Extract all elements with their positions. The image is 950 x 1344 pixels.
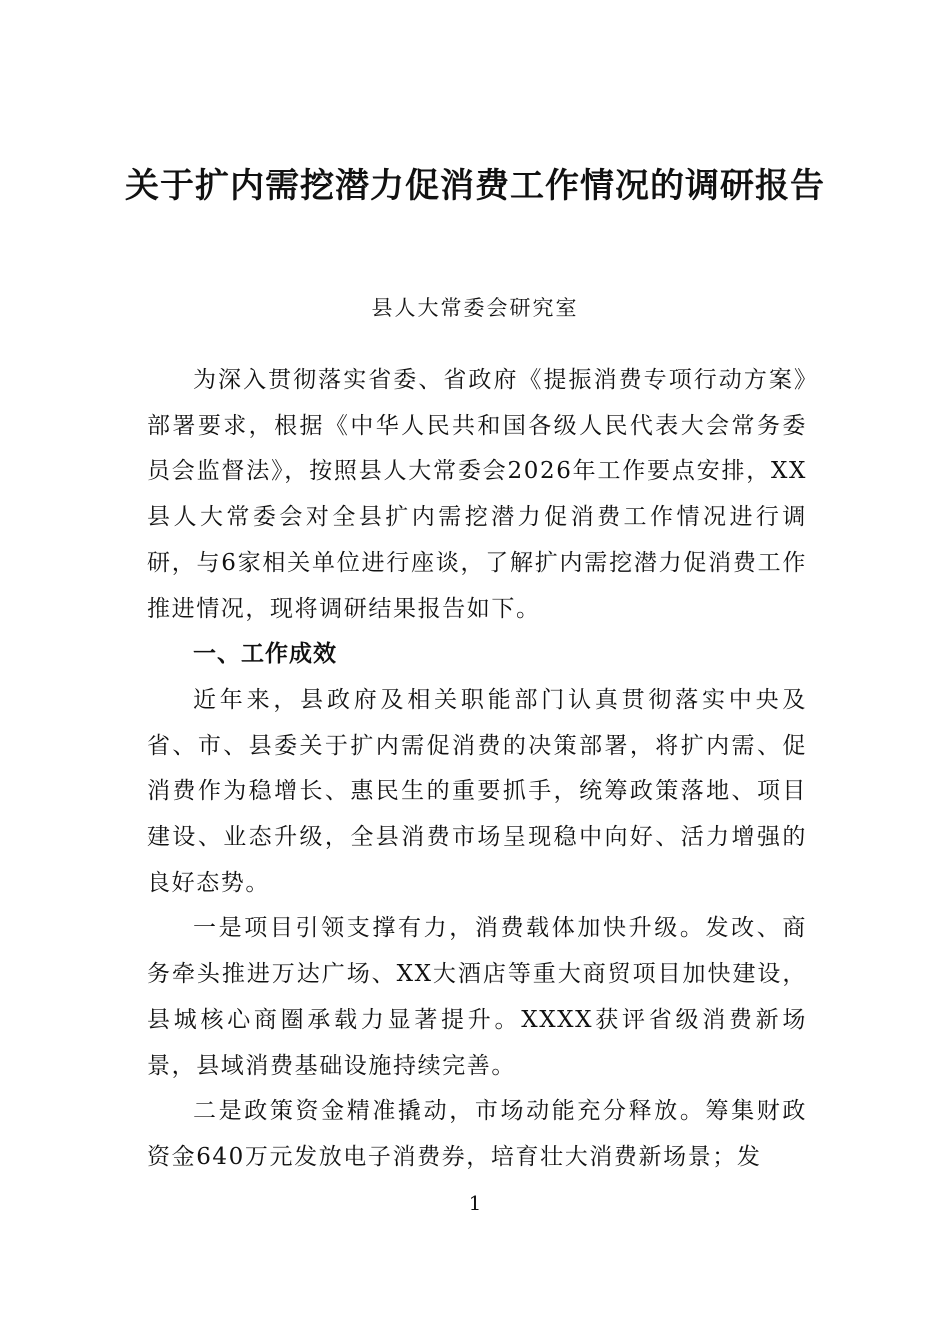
body-paragraph: 近年来，县政府及相关职能部门认真贯彻落实中央及省、市、县委关于扩内需促消费的决策部署，将扩内需、促消费作为稳增长、惠民生的重要抓手，统筹政策落地、项目建设、业态升级，全县消费市场呈现稳中向好、活力增强的良好态势。 [147,686,807,896]
page-number: 1 [468,1191,482,1215]
document-title: 关于扩内需挖潜力促消费工作情况的调研报告 [125,166,825,206]
section-heading: 一、工作成效 [193,641,337,668]
document-author: 县人大常委会研究室 [371,296,579,320]
intro-paragraph: 为深入贯彻落实省委、省政府《提振消费专项行动方案》部署要求，根据《中华人民共和国各级人民代表大会常务委员会监督法》，按照县人大常委会2026年工作要点安排，XX县人大常委会对全县扩内需挖潜力促消费工作情况进行调研，与6家相关单位进行座谈，了解扩内需挖潜力促消费工作推进情况，现将调研结果报告如下。 [147,367,807,622]
body-paragraph: 二是政策资金精准撬动，市场动能充分释放。筹集财政资金640万元发放电子消费券，培育壮大消费新场景；发 [147,1098,807,1170]
document-body [147,358,807,1181]
body-paragraph: 一是项目引领支撑有力，消费载体加快升级。发改、商务牵头推进万达广场、XX大酒店等重大商贸项目加快建设，县城核心商圈承载力显著提升。XXXX获评省级消费新场景，县域消费基础设施持续完善。 [147,915,807,1079]
